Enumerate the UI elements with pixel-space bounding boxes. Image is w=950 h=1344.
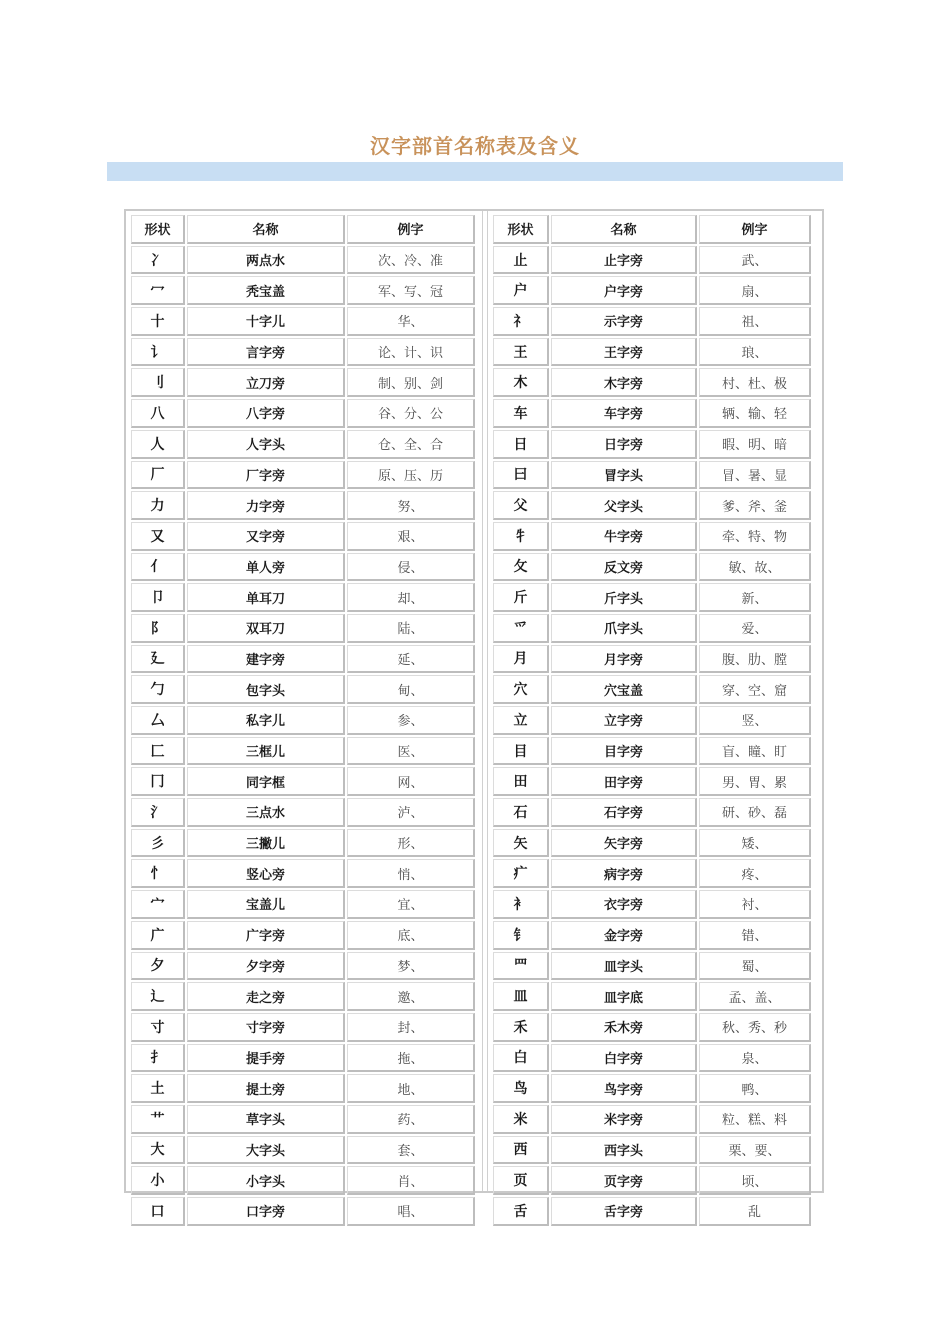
example-chars: 牵、特、物 xyxy=(699,522,811,551)
table-row xyxy=(493,1166,811,1195)
radical-shape: 矢 xyxy=(493,829,549,858)
example-chars: 邀、 xyxy=(347,982,475,1011)
radical-name: 提土旁 xyxy=(187,1074,345,1103)
example-chars: 底、 xyxy=(347,921,475,950)
example-chars: 药、 xyxy=(347,1105,475,1134)
table-row xyxy=(131,614,475,643)
radical-shape: 爫 xyxy=(493,614,549,643)
table-row xyxy=(493,522,811,551)
radical-shape: 刂 xyxy=(131,368,185,397)
radical-name: 月字旁 xyxy=(551,645,697,674)
table-row xyxy=(131,921,475,950)
radical-shape: 衤 xyxy=(493,890,549,919)
radical-name: 口字旁 xyxy=(187,1197,345,1226)
right-half xyxy=(491,213,813,1228)
table-row xyxy=(493,767,811,796)
example-chars: 新、 xyxy=(699,583,811,612)
table-row xyxy=(493,1197,811,1226)
radical-name: 广字旁 xyxy=(187,921,345,950)
table-row xyxy=(131,491,475,520)
example-chars: 网、 xyxy=(347,767,475,796)
radical-name: 木字旁 xyxy=(551,368,697,397)
table-row xyxy=(131,1197,475,1226)
radical-shape: 罒 xyxy=(493,952,549,981)
radical-name: 大字头 xyxy=(187,1136,345,1165)
example-chars: 甸、 xyxy=(347,675,475,704)
example-chars: 栗、要、 xyxy=(699,1136,811,1165)
table-row xyxy=(493,1013,811,1042)
radical-shape: 艹 xyxy=(131,1105,185,1134)
table-row xyxy=(493,399,811,428)
table-row xyxy=(131,890,475,919)
radical-name: 人字头 xyxy=(187,430,345,459)
example-chars: 穿、空、窟 xyxy=(699,675,811,704)
left-table-body xyxy=(131,246,475,1226)
table-row xyxy=(131,737,475,766)
radical-name: 宝盖儿 xyxy=(187,890,345,919)
radical-shape: 勹 xyxy=(131,675,185,704)
radical-name: 示字旁 xyxy=(551,307,697,336)
example-chars: 宜、 xyxy=(347,890,475,919)
radical-name: 又字旁 xyxy=(187,522,345,551)
left-table xyxy=(129,213,477,1228)
right-table xyxy=(491,213,813,1228)
table-row xyxy=(493,1105,811,1134)
radical-shape: 禾 xyxy=(493,1013,549,1042)
header-example: 例字 xyxy=(347,215,475,244)
table-row xyxy=(131,1044,475,1073)
radical-shape: 冫 xyxy=(131,246,185,275)
table-row xyxy=(131,1074,475,1103)
radical-shape: 月 xyxy=(493,645,549,674)
example-chars: 冒、暑、显 xyxy=(699,461,811,490)
radical-shape: 口 xyxy=(131,1197,185,1226)
radical-name: 衣字旁 xyxy=(551,890,697,919)
example-chars: 悄、 xyxy=(347,859,475,888)
left-half xyxy=(129,213,477,1228)
example-chars: 封、 xyxy=(347,1013,475,1042)
example-chars: 粒、糕、料 xyxy=(699,1105,811,1134)
radical-name: 日字旁 xyxy=(551,430,697,459)
radical-name: 冒字头 xyxy=(551,461,697,490)
radical-name: 王字旁 xyxy=(551,338,697,367)
example-chars: 乱 xyxy=(699,1197,811,1226)
example-chars: 矮、 xyxy=(699,829,811,858)
radical-name: 目字旁 xyxy=(551,737,697,766)
radical-shape: 卩 xyxy=(131,583,185,612)
table-row xyxy=(131,276,475,305)
radical-name: 三点水 xyxy=(187,798,345,827)
radical-shape: 礻 xyxy=(493,307,549,336)
radical-shape: 斤 xyxy=(493,583,549,612)
table-row xyxy=(131,1105,475,1134)
example-chars: 艰、 xyxy=(347,522,475,551)
table-row xyxy=(493,952,811,981)
example-chars: 泸、 xyxy=(347,798,475,827)
radical-name: 单人旁 xyxy=(187,553,345,582)
header-row xyxy=(493,215,811,244)
table-row xyxy=(493,1074,811,1103)
table-row xyxy=(493,982,811,1011)
radical-shape: 小 xyxy=(131,1166,185,1195)
header-name: 名称 xyxy=(551,215,697,244)
radical-shape: 十 xyxy=(131,307,185,336)
example-chars: 医、 xyxy=(347,737,475,766)
table-row xyxy=(131,1013,475,1042)
example-chars: 错、 xyxy=(699,921,811,950)
table-row xyxy=(131,767,475,796)
radical-shape: 穴 xyxy=(493,675,549,704)
radical-shape: 厂 xyxy=(131,461,185,490)
radical-name: 单耳刀 xyxy=(187,583,345,612)
radical-name: 穴宝盖 xyxy=(551,675,697,704)
table-row xyxy=(493,890,811,919)
radical-shape: 扌 xyxy=(131,1044,185,1073)
radical-name: 鸟字旁 xyxy=(551,1074,697,1103)
radical-shape: 宀 xyxy=(131,890,185,919)
radical-shape: 父 xyxy=(493,491,549,520)
radical-name: 厂字旁 xyxy=(187,461,345,490)
radical-shape: 广 xyxy=(131,921,185,950)
radical-shape: 石 xyxy=(493,798,549,827)
example-chars: 腹、肋、膛 xyxy=(699,645,811,674)
example-chars: 唱、 xyxy=(347,1197,475,1226)
radical-name: 八字旁 xyxy=(187,399,345,428)
example-chars: 延、 xyxy=(347,645,475,674)
table-row xyxy=(131,246,475,275)
radical-name: 皿字头 xyxy=(551,952,697,981)
table-row xyxy=(493,491,811,520)
example-chars: 鸭、 xyxy=(699,1074,811,1103)
radical-name: 牛字旁 xyxy=(551,522,697,551)
radical-shape: 目 xyxy=(493,737,549,766)
table-row xyxy=(131,1166,475,1195)
table-row xyxy=(493,859,811,888)
header-example: 例字 xyxy=(699,215,811,244)
table-row xyxy=(131,645,475,674)
table-row xyxy=(131,553,475,582)
radical-name: 同字框 xyxy=(187,767,345,796)
example-chars: 拖、 xyxy=(347,1044,475,1073)
header-shape: 形状 xyxy=(493,215,549,244)
table-row xyxy=(493,553,811,582)
radical-shape: 冂 xyxy=(131,767,185,796)
example-chars: 祖、 xyxy=(699,307,811,336)
example-chars: 泉、 xyxy=(699,1044,811,1073)
radical-name: 田字旁 xyxy=(551,767,697,796)
radical-name: 走之旁 xyxy=(187,982,345,1011)
radical-shape: 讠 xyxy=(131,338,185,367)
radical-name: 米字旁 xyxy=(551,1105,697,1134)
radical-shape: 力 xyxy=(131,491,185,520)
radical-shape: 田 xyxy=(493,767,549,796)
example-chars: 竖、 xyxy=(699,706,811,735)
table-row xyxy=(493,675,811,704)
radical-name: 病字旁 xyxy=(551,859,697,888)
radical-shape: 寸 xyxy=(131,1013,185,1042)
radical-shape: 户 xyxy=(493,276,549,305)
table-row xyxy=(131,368,475,397)
radical-name: 草字头 xyxy=(187,1105,345,1134)
radical-shape: 舌 xyxy=(493,1197,549,1226)
example-chars: 谷、分、公 xyxy=(347,399,475,428)
radical-shape: 忄 xyxy=(131,859,185,888)
table-row xyxy=(493,1044,811,1073)
radical-shape: 米 xyxy=(493,1105,549,1134)
example-chars: 侵、 xyxy=(347,553,475,582)
column-divider xyxy=(482,211,488,1191)
example-chars: 形、 xyxy=(347,829,475,858)
table-row xyxy=(493,338,811,367)
radical-name: 小字头 xyxy=(187,1166,345,1195)
radical-name: 止字旁 xyxy=(551,246,697,275)
example-chars: 敏、故、 xyxy=(699,553,811,582)
example-chars: 论、计、识 xyxy=(347,338,475,367)
radical-name: 石字旁 xyxy=(551,798,697,827)
table-row xyxy=(493,1136,811,1165)
table-row xyxy=(131,461,475,490)
table-row xyxy=(131,798,475,827)
table-row xyxy=(493,737,811,766)
example-chars: 军、写、冠 xyxy=(347,276,475,305)
radical-name: 白字旁 xyxy=(551,1044,697,1073)
radical-shape: 车 xyxy=(493,399,549,428)
table-row xyxy=(131,583,475,612)
example-chars: 研、砂、磊 xyxy=(699,798,811,827)
radical-shape: 阝 xyxy=(131,614,185,643)
table-row xyxy=(493,829,811,858)
example-chars: 制、别、剑 xyxy=(347,368,475,397)
example-chars: 地、 xyxy=(347,1074,475,1103)
table-row xyxy=(131,952,475,981)
example-chars: 陆、 xyxy=(347,614,475,643)
radical-name: 禾木旁 xyxy=(551,1013,697,1042)
radical-name: 秃宝盖 xyxy=(187,276,345,305)
radical-name: 皿字底 xyxy=(551,982,697,1011)
radical-shape: 皿 xyxy=(493,982,549,1011)
table-row xyxy=(131,982,475,1011)
example-chars: 琅、 xyxy=(699,338,811,367)
radical-name: 寸字旁 xyxy=(187,1013,345,1042)
table-row xyxy=(131,706,475,735)
radicals-table xyxy=(124,209,824,1221)
radical-shape: 止 xyxy=(493,246,549,275)
example-chars: 爹、斧、釜 xyxy=(699,491,811,520)
radical-name: 舌字旁 xyxy=(551,1197,697,1226)
radical-shape: 氵 xyxy=(131,798,185,827)
radical-shape: 钅 xyxy=(493,921,549,950)
table-row xyxy=(493,921,811,950)
example-chars: 努、 xyxy=(347,491,475,520)
example-chars: 华、 xyxy=(347,307,475,336)
table-row xyxy=(131,307,475,336)
table-row xyxy=(131,522,475,551)
radical-name: 西字头 xyxy=(551,1136,697,1165)
table-row xyxy=(493,583,811,612)
radical-name: 立字旁 xyxy=(551,706,697,735)
header-name: 名称 xyxy=(187,215,345,244)
radical-name: 车字旁 xyxy=(551,399,697,428)
radical-name: 户字旁 xyxy=(551,276,697,305)
radical-shape: 八 xyxy=(131,399,185,428)
table-row xyxy=(131,399,475,428)
table-row xyxy=(493,307,811,336)
example-chars: 却、 xyxy=(347,583,475,612)
example-chars: 原、压、历 xyxy=(347,461,475,490)
example-chars: 盲、瞳、盯 xyxy=(699,737,811,766)
example-chars: 暇、明、暗 xyxy=(699,430,811,459)
radical-shape: 大 xyxy=(131,1136,185,1165)
table-row xyxy=(131,338,475,367)
table-row xyxy=(493,706,811,735)
header-row xyxy=(131,215,475,244)
radical-shape: 西 xyxy=(493,1136,549,1165)
table-row xyxy=(131,1136,475,1165)
radical-shape: 攵 xyxy=(493,553,549,582)
example-chars: 男、胃、累 xyxy=(699,767,811,796)
table-row xyxy=(493,246,811,275)
radical-name: 言字旁 xyxy=(187,338,345,367)
radical-shape: 匚 xyxy=(131,737,185,766)
table-row xyxy=(493,430,811,459)
table-row xyxy=(493,645,811,674)
table-row xyxy=(131,675,475,704)
radical-name: 包字头 xyxy=(187,675,345,704)
radical-shape: 立 xyxy=(493,706,549,735)
radical-name: 父字头 xyxy=(551,491,697,520)
radical-name: 三框儿 xyxy=(187,737,345,766)
example-chars: 爱、 xyxy=(699,614,811,643)
radical-name: 双耳刀 xyxy=(187,614,345,643)
page-title: 汉字部首名称表及含义 xyxy=(370,134,580,158)
radical-shape: 厶 xyxy=(131,706,185,735)
radical-name: 立刀旁 xyxy=(187,368,345,397)
example-chars: 顷、 xyxy=(699,1166,811,1195)
table-row xyxy=(493,461,811,490)
title-band xyxy=(107,162,843,181)
radical-name: 爪字头 xyxy=(551,614,697,643)
example-chars: 套、 xyxy=(347,1136,475,1165)
radical-shape: 又 xyxy=(131,522,185,551)
radical-name: 页字旁 xyxy=(551,1166,697,1195)
example-chars: 梦、 xyxy=(347,952,475,981)
radical-shape: 页 xyxy=(493,1166,549,1195)
example-chars: 次、冷、准 xyxy=(347,246,475,275)
radical-shape: 土 xyxy=(131,1074,185,1103)
example-chars: 肖、 xyxy=(347,1166,475,1195)
example-chars: 辆、输、轻 xyxy=(699,399,811,428)
radical-name: 提手旁 xyxy=(187,1044,345,1073)
radical-name: 十字儿 xyxy=(187,307,345,336)
radical-name: 金字旁 xyxy=(551,921,697,950)
radical-shape: 白 xyxy=(493,1044,549,1073)
table-row xyxy=(493,798,811,827)
radical-shape: 疒 xyxy=(493,859,549,888)
example-chars: 秋、秀、秒 xyxy=(699,1013,811,1042)
example-chars: 衬、 xyxy=(699,890,811,919)
radical-shape: 亻 xyxy=(131,553,185,582)
radical-shape: 王 xyxy=(493,338,549,367)
radical-shape: 廴 xyxy=(131,645,185,674)
radical-name: 三撇儿 xyxy=(187,829,345,858)
example-chars: 疼、 xyxy=(699,859,811,888)
table-row xyxy=(131,430,475,459)
radical-shape: 牜 xyxy=(493,522,549,551)
radical-shape: 辶 xyxy=(131,982,185,1011)
right-table-body xyxy=(493,246,811,1226)
radical-name: 私字儿 xyxy=(187,706,345,735)
radical-shape: 鸟 xyxy=(493,1074,549,1103)
radical-shape: 日 xyxy=(493,430,549,459)
radical-name: 两点水 xyxy=(187,246,345,275)
header-shape: 形状 xyxy=(131,215,185,244)
example-chars: 村、杜、极 xyxy=(699,368,811,397)
table-row xyxy=(131,829,475,858)
radical-shape: 人 xyxy=(131,430,185,459)
example-chars: 扇、 xyxy=(699,276,811,305)
table-row xyxy=(131,859,475,888)
example-chars: 蜀、 xyxy=(699,952,811,981)
radical-name: 斤字头 xyxy=(551,583,697,612)
radical-shape: 夕 xyxy=(131,952,185,981)
radical-shape: 曰 xyxy=(493,461,549,490)
radical-shape: 冖 xyxy=(131,276,185,305)
radical-name: 反文旁 xyxy=(551,553,697,582)
table-row xyxy=(493,614,811,643)
radical-name: 竖心旁 xyxy=(187,859,345,888)
table-row xyxy=(493,276,811,305)
example-chars: 参、 xyxy=(347,706,475,735)
example-chars: 孟、盖、 xyxy=(699,982,811,1011)
radical-name: 夕字旁 xyxy=(187,952,345,981)
example-chars: 武、 xyxy=(699,246,811,275)
table-row xyxy=(493,368,811,397)
radical-name: 建字旁 xyxy=(187,645,345,674)
radical-name: 矢字旁 xyxy=(551,829,697,858)
example-chars: 仓、全、合 xyxy=(347,430,475,459)
radical-name: 力字旁 xyxy=(187,491,345,520)
radical-shape: 木 xyxy=(493,368,549,397)
radical-shape: 彡 xyxy=(131,829,185,858)
